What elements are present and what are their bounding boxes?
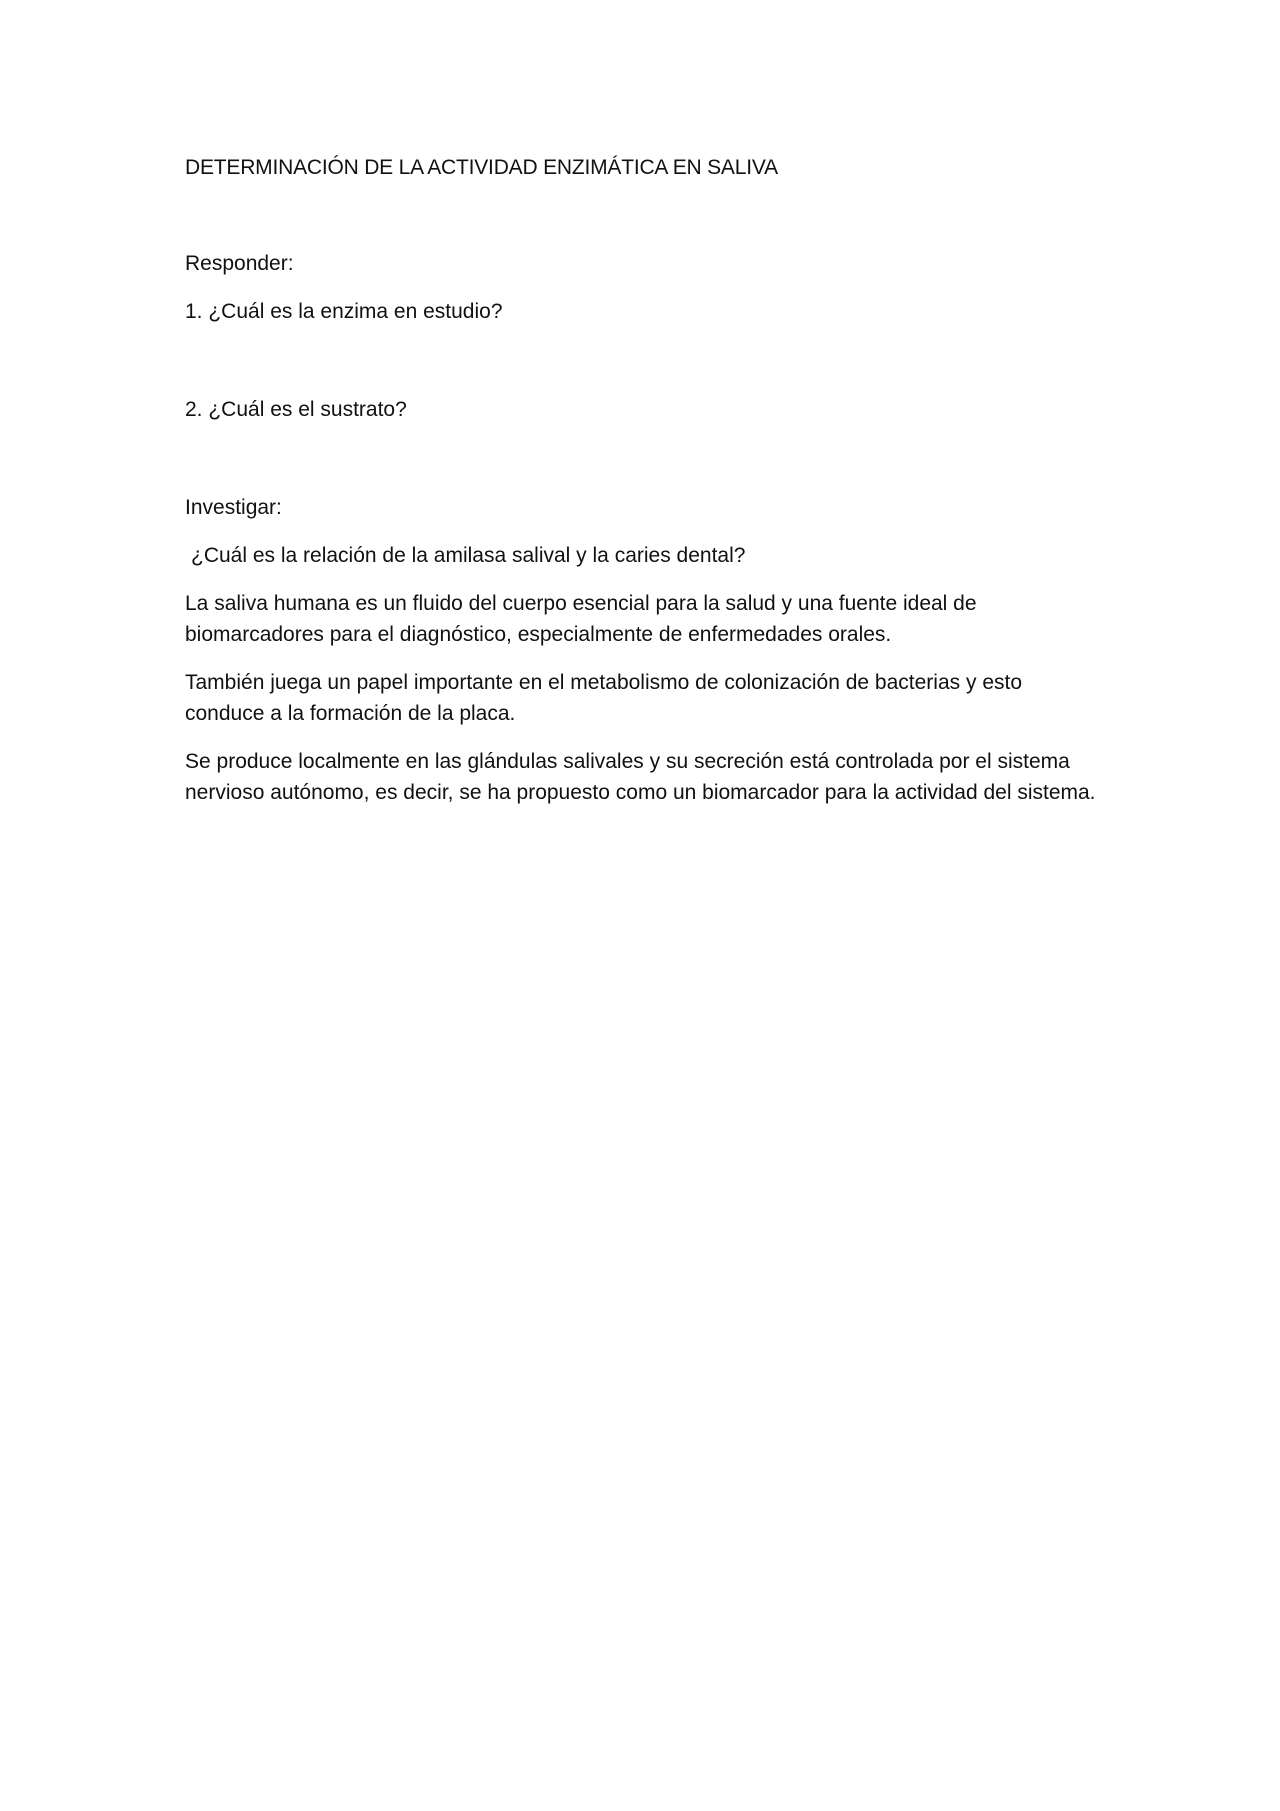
responder-label: Responder: [185,252,294,275]
paragraph-2: También juega un papel importante en el metabolismo de colonización de bacterias y esto conduce a la formación de la placa. [185,671,1023,725]
investigar-question: ¿Cuál es la relación de la amilasa salival y la caries dental? [191,544,746,567]
paragraph-1: La saliva humana es un fluido del cuerpo esencial para la salud y una fuente ideal de biomarcadores para el diagnóstico, especialmente de enfermedades orales. [185,592,977,646]
paragraph-3: Se produce localmente en las glándulas salivales y su secreción está controlada por el sistema nervioso autónomo, es decir, se ha propuesto como un biomarcador para la actividad del sistema. [185,750,1096,804]
investigar-label: Investigar: [185,496,282,519]
document-body [185,152,1105,825]
question-2: 2. ¿Cuál es el sustrato? [185,398,407,421]
document-title: DETERMINACIÓN DE LA ACTIVIDAD ENZIMÁTICA EN SALIVA [185,156,778,179]
question-1: 1. ¿Cuál es la enzima en estudio? [185,300,503,323]
